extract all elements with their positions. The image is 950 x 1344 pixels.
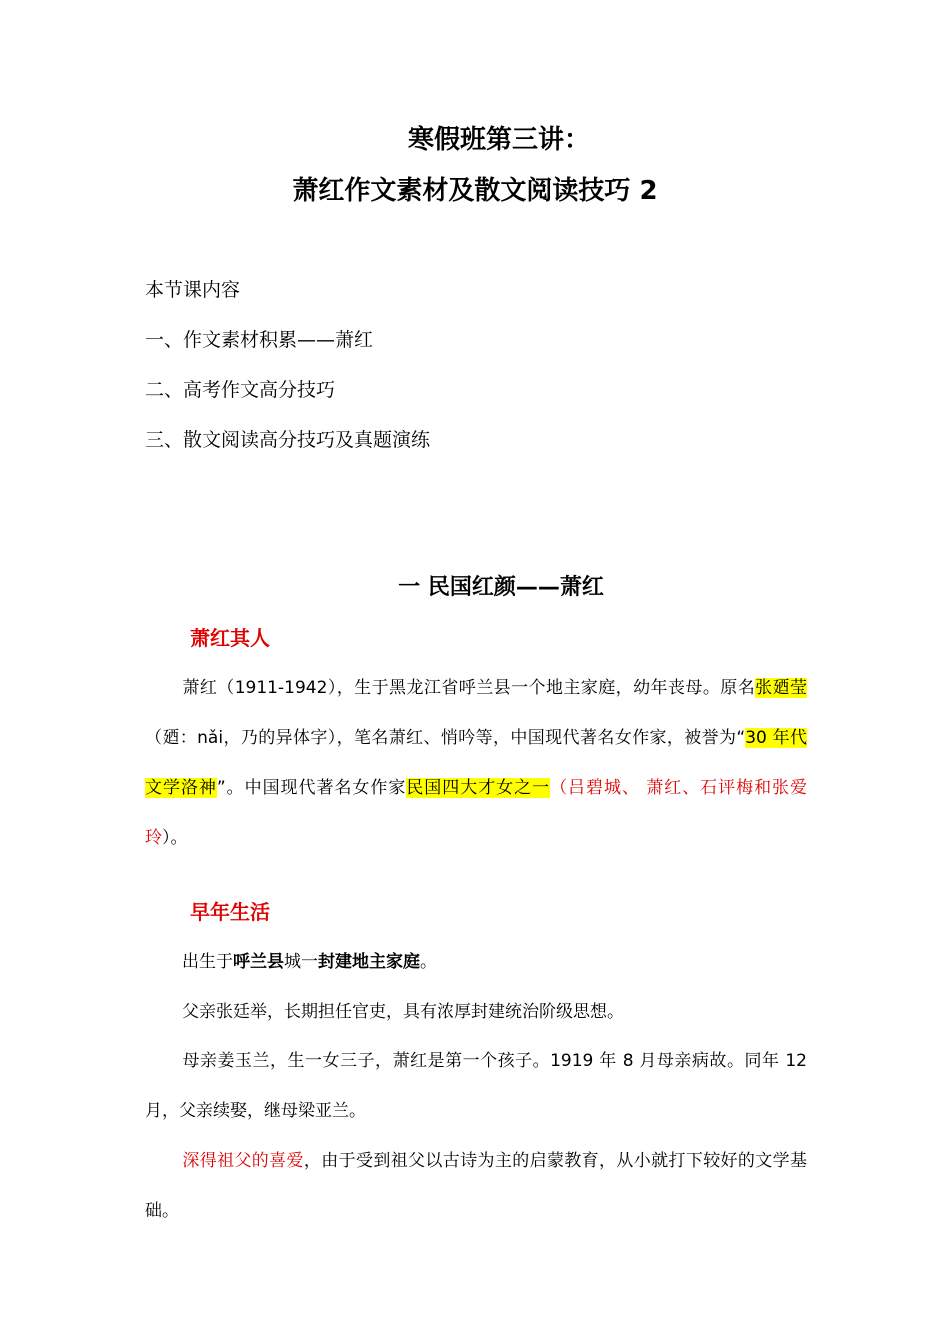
early-p1-family: 封建地主家庭	[318, 952, 420, 972]
early-paragraph-3	[145, 1036, 807, 1136]
section-heading: 一 民国红颜——萧红	[398, 575, 604, 600]
bio-subheading: 萧红其人	[190, 626, 270, 650]
early-p1-text-a: 出生于	[182, 952, 233, 972]
contents-item-1: 一、作文素材积累——萧红	[145, 329, 374, 351]
early-p1-hulan: 呼兰县	[233, 952, 284, 972]
early-p3-text: 母亲姜玉兰，生一女三子，萧红是第一个孩子。1919 年 8 月母亲病故。同年 12 月，父亲续娶，继母梁亚兰。	[145, 1051, 807, 1121]
birth-name-highlight: 张廼莹	[755, 678, 807, 698]
contents-item-2: 二、高考作文高分技巧	[145, 379, 336, 401]
bio-paragraph	[145, 663, 807, 863]
contents-heading: 本节课内容	[145, 279, 241, 301]
early-life-subheading: 早年生活	[190, 900, 270, 924]
bio-text-4: （	[550, 778, 569, 798]
bio-text-5: ）。	[162, 828, 188, 848]
early-p1-text-e: 。	[420, 952, 437, 972]
early-paragraph-2	[145, 987, 807, 1037]
nickname-highlight: 30 年代文学洛神	[145, 728, 807, 798]
four-talents-highlight: 民国四大才女之一	[406, 778, 551, 798]
doc-title-line1: 寒假班第三讲：	[407, 125, 590, 155]
four-talents-names: 吕碧城、 萧红、石评梅和张爱玲	[145, 778, 808, 848]
doc-title-line2: 萧红作文素材及散文阅读技巧 2	[292, 176, 658, 206]
grandfather-favor: 深得祖父的喜爱	[182, 1151, 304, 1171]
early-p1-text-c: 城一	[284, 952, 318, 972]
bio-text-2: （廼：nǎi，乃的异体字），笔名萧红、悄吟等，中国现代著名女作家，被誉为“	[145, 728, 746, 748]
bio-text-1: 萧红（1911-1942），生于黑龙江省呼兰县一个地主家庭，幼年丧母。原名	[182, 678, 756, 698]
early-paragraph-1	[145, 937, 807, 987]
bio-text-3: ”。中国现代著名女作家	[216, 778, 407, 798]
early-p4-text: ，由于受到祖父以古诗为主的启蒙教育，从小就打下较好的文学基础。	[145, 1151, 808, 1221]
early-p2-text: 父亲张廷举，长期担任官吏，具有浓厚封建统治阶级思想。	[182, 1002, 624, 1022]
early-paragraph-4	[145, 1136, 807, 1236]
contents-item-3: 三、散文阅读高分技巧及真题演练	[145, 429, 431, 451]
